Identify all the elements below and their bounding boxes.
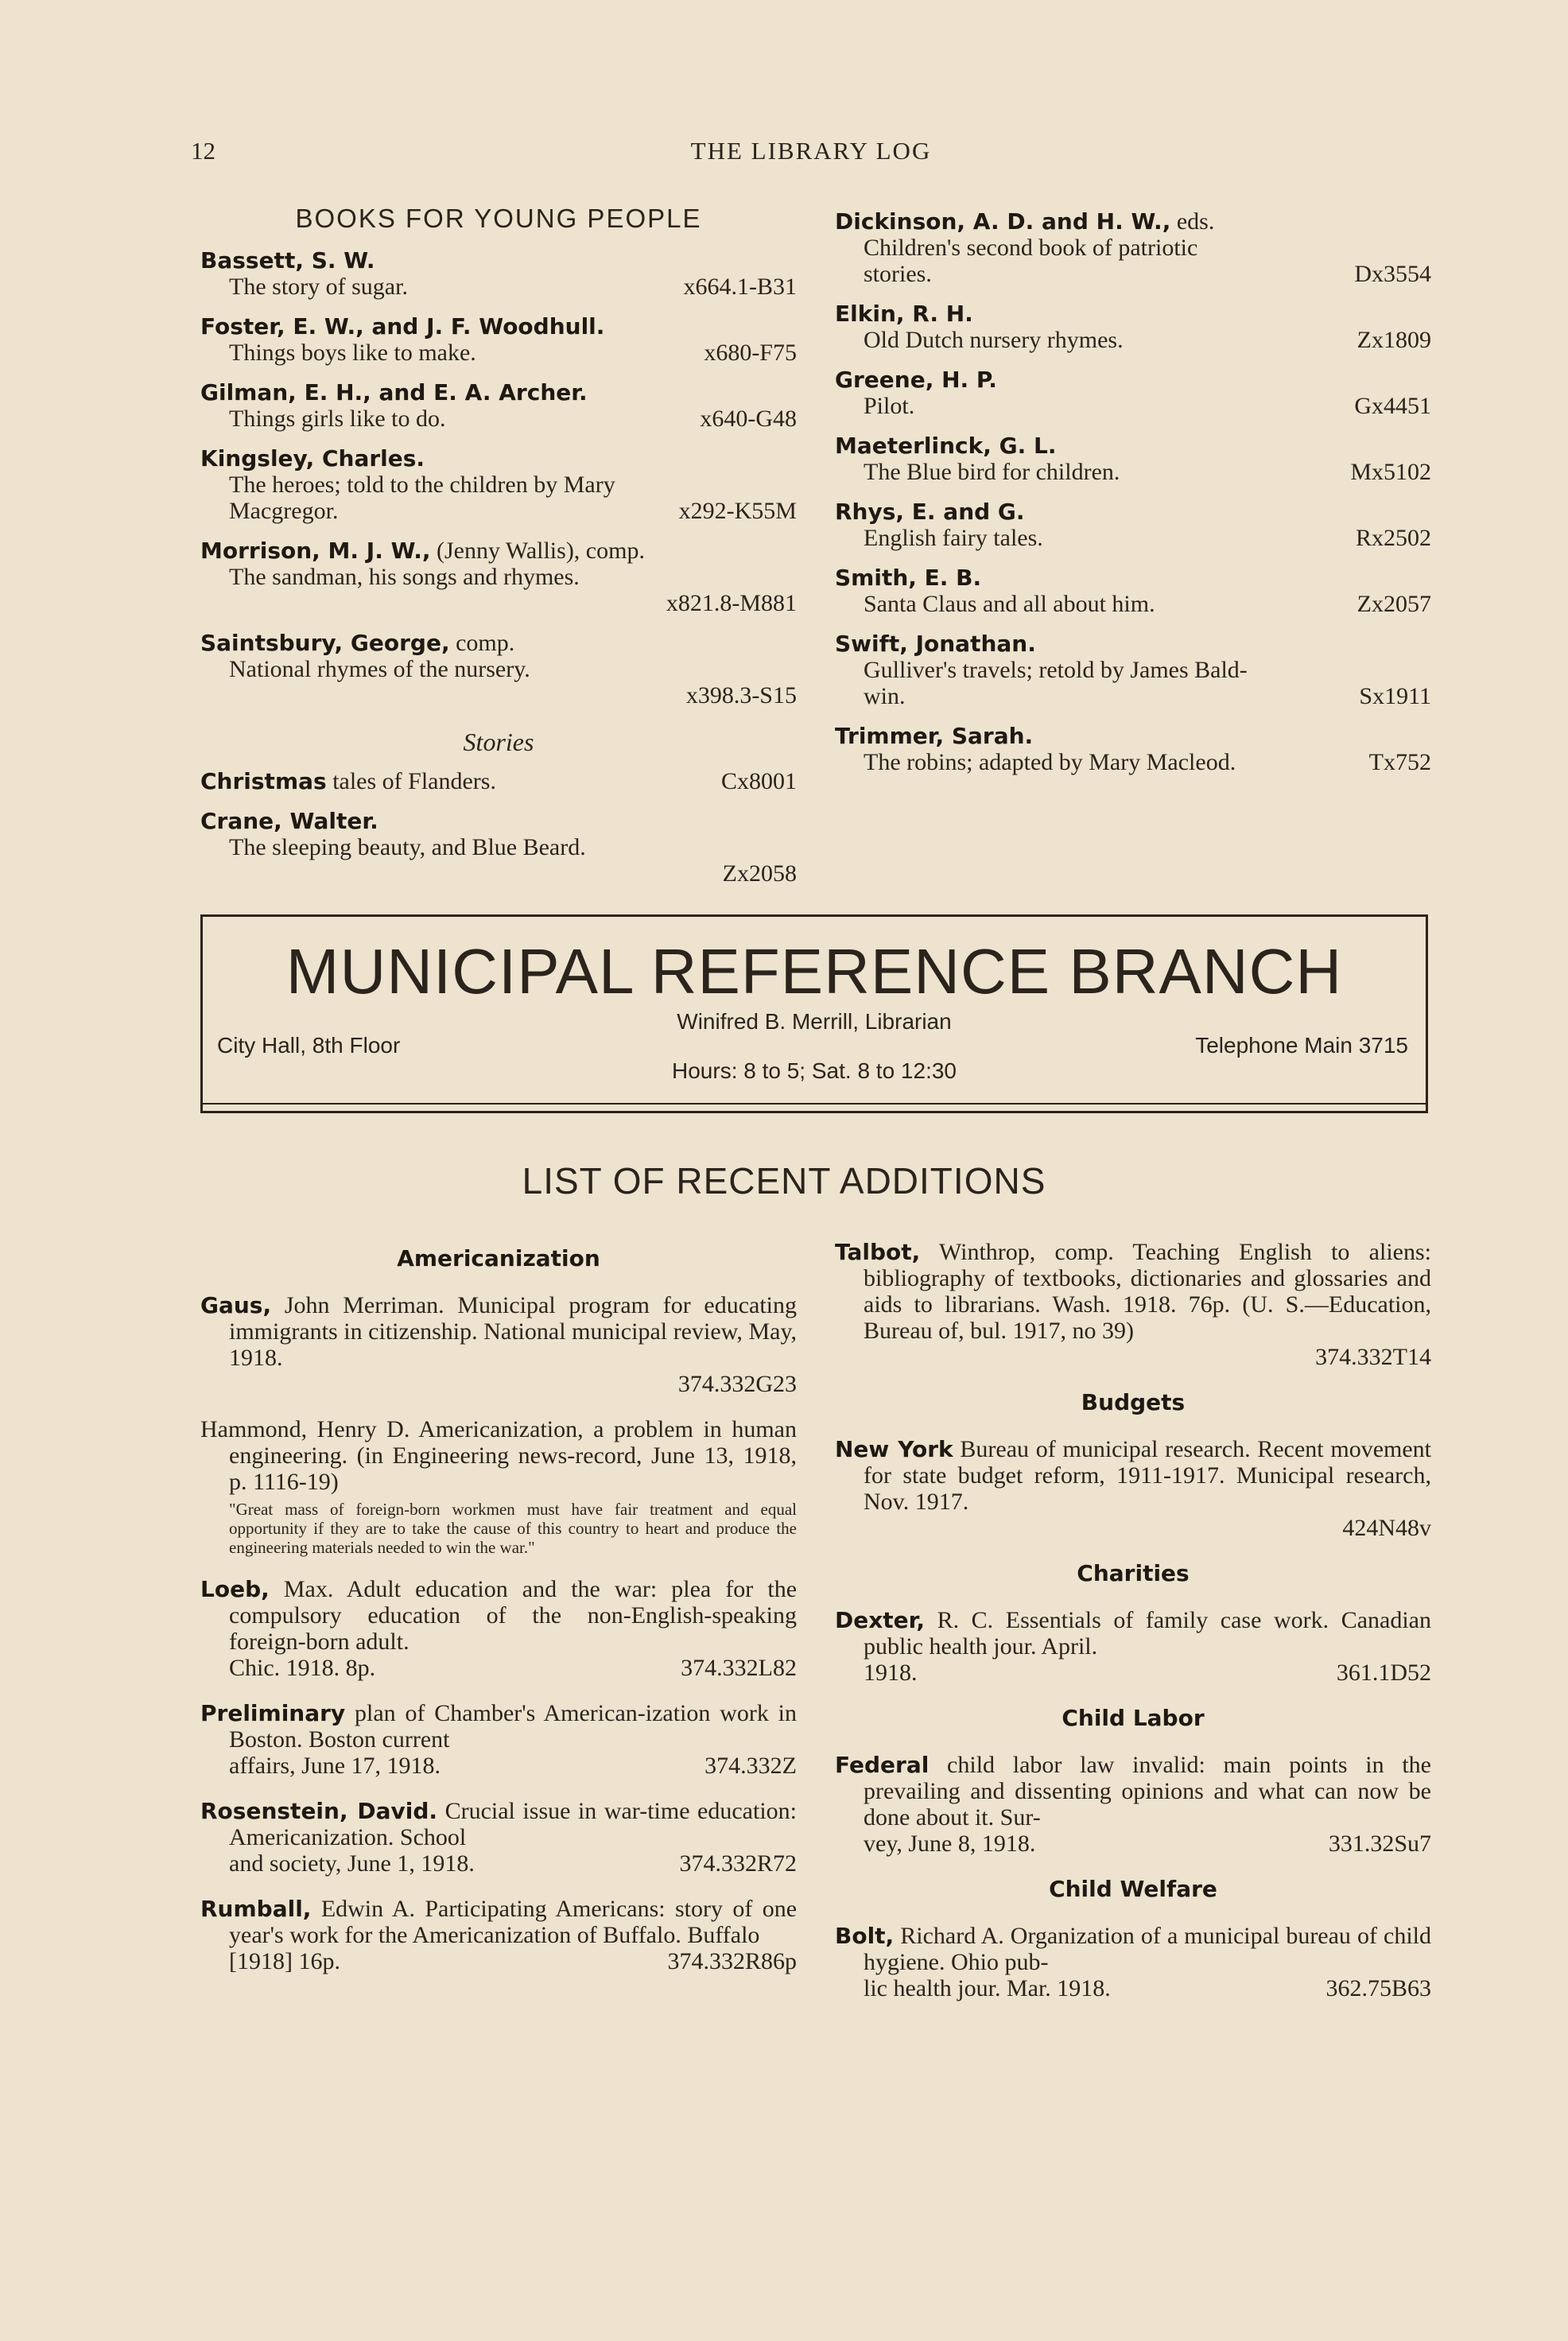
addition-entry	[835, 1752, 1431, 1857]
book-author: Saintsbury, George,	[200, 630, 450, 656]
book-author: Kingsley, Charles.	[200, 445, 425, 472]
book-title-line	[835, 749, 1431, 775]
call-number: Rx2502	[1355, 525, 1431, 551]
book-entry	[835, 565, 1431, 617]
addition-description: Crucial issue in war-time education: Americanization. School	[229, 1798, 797, 1850]
section-title: BOOKS FOR YOUNG PEOPLE	[295, 204, 702, 233]
book-author-note: (Jenny Wallis), comp.	[436, 538, 645, 564]
call-number: Cx8001	[720, 768, 797, 794]
call-number: Gx4451	[1354, 393, 1431, 419]
book-author-line	[835, 565, 1431, 591]
call-number: x821.8-M881	[666, 590, 797, 616]
call-number: 374.332L82	[681, 1655, 797, 1681]
book-entry	[200, 247, 797, 300]
book-entry	[200, 808, 797, 887]
publication-title: THE LIBRARY LOG	[690, 137, 932, 165]
book-title-line	[835, 261, 1431, 287]
call-number: Zx1809	[1356, 327, 1431, 353]
book-author: Trimmer, Sarah.	[835, 723, 1034, 749]
book-title-line	[835, 393, 1431, 419]
addition-entry	[835, 1923, 1431, 2001]
book-entry	[200, 768, 797, 794]
addition-final-line	[835, 1975, 1431, 2001]
book-title-line	[200, 656, 797, 682]
book-entry	[835, 631, 1431, 709]
book-title-line	[835, 683, 1431, 709]
book-author-line	[835, 208, 1431, 235]
book-author-note: comp.	[456, 630, 515, 656]
addition-description: Max. Adult education and the war: plea for the compulsory education of the non-English-speaking foreign-born adult.	[229, 1576, 798, 1655]
municipal-reference-branch-box	[200, 914, 1428, 1113]
book-entry	[835, 433, 1431, 485]
book-author-line	[200, 630, 797, 656]
book-entry	[200, 313, 797, 366]
book-author-line	[200, 247, 797, 274]
book-entry	[835, 208, 1431, 287]
addition-author: Dexter,	[835, 1607, 925, 1633]
addition-final-line	[200, 1753, 797, 1779]
book-title: The sandman, his songs and rhymes.	[229, 564, 580, 590]
call-number: 362.75B63	[1325, 1975, 1431, 2001]
call-number: 424N48v	[1342, 1515, 1431, 1541]
call-number: Sx1911	[1359, 683, 1431, 709]
addition-tail: lic health jour. Mar. 1918.	[864, 1975, 1111, 2001]
addition-entry	[200, 1896, 797, 1974]
addition-text-block	[200, 1700, 797, 1753]
book-author: Rhys, E. and G.	[835, 499, 1025, 525]
addition-text-block	[200, 1896, 797, 1948]
addition-tail: Chic. 1918. 8p.	[229, 1655, 376, 1681]
book-entry	[200, 379, 797, 432]
call-number: 361.1D52	[1336, 1660, 1431, 1686]
call-number: 374.332R86p	[667, 1948, 797, 1974]
addition-description: R. C. Essentials of family case work. Canadian public health jour. April.	[864, 1607, 1431, 1660]
box-inner-rule	[203, 1103, 1426, 1105]
additions-right-entries	[835, 1239, 1431, 2001]
addition-text-block	[200, 1292, 797, 1371]
book-title: The robins; adapted by Mary Macleod.	[864, 749, 1236, 775]
addition-final-line	[200, 1655, 797, 1681]
americanization-entries	[200, 1292, 797, 1974]
book-author-note: eds.	[1176, 208, 1215, 235]
page-number: 12	[191, 137, 215, 165]
addition-final-line	[200, 1948, 797, 1974]
addition-entry	[835, 1239, 1431, 1370]
book-title: stories.	[864, 261, 932, 287]
addition-entry	[200, 1798, 797, 1877]
call-number: x640-G48	[700, 406, 797, 432]
book-title-line	[200, 564, 797, 590]
addition-tail: and society, June 1, 1918.	[229, 1850, 475, 1877]
book-title: The sleeping beauty, and Blue Beard.	[229, 834, 586, 860]
book-entry	[835, 367, 1431, 419]
call-number: x292-K55M	[678, 498, 797, 524]
branch-title: MUNICIPAL REFERENCE BRANCH	[285, 936, 1343, 1007]
call-number: x398.3-S15	[685, 682, 797, 709]
addition-author: Rosenstein, David.	[200, 1798, 438, 1824]
call-number: x664.1-B31	[683, 274, 797, 300]
book-title: Children's second book of patriotic	[864, 235, 1198, 261]
book-title: Santa Claus and all about him.	[864, 591, 1155, 617]
book-title: Pilot.	[864, 393, 915, 419]
book-author-line	[835, 631, 1431, 657]
book-title: Gulliver's travels; retold by James Bald-	[864, 657, 1248, 683]
addition-final-line	[200, 1850, 797, 1877]
addition-author: Preliminary	[200, 1700, 346, 1726]
addition-text-block	[200, 1416, 797, 1495]
book-title: The story of sugar.	[229, 274, 408, 300]
book-author: Swift, Jonathan.	[835, 631, 1036, 657]
book-entry	[200, 630, 797, 709]
book-title: Macgregor.	[229, 498, 339, 524]
addition-text-block	[835, 1607, 1431, 1660]
branch-hours: Hours: 8 to 5; Sat. 8 to 12:30	[672, 1058, 957, 1083]
book-author-line	[835, 499, 1431, 525]
addition-entry	[835, 1436, 1431, 1541]
book-author-line	[200, 379, 797, 406]
addition-author: Federal	[835, 1752, 930, 1778]
book-author-note: tales of Flanders.	[332, 768, 496, 794]
category-heading: Budgets	[1081, 1389, 1186, 1415]
book-author: Gilman, E. H., and E. A. Archer.	[200, 379, 588, 406]
book-title-line	[200, 340, 797, 366]
book-title: Things girls like to do.	[229, 406, 446, 432]
call-number: Dx3554	[1354, 261, 1431, 287]
book-author-line	[835, 367, 1431, 393]
annotation-quote: "Great mass of foreign-born workmen must have fair treatment and equal opportunity if they are to take the cause of this country to heart and produce the engineering materials needed to win the war."	[229, 1500, 797, 1557]
book-title-line	[835, 459, 1431, 485]
call-number: Mx5102	[1350, 459, 1431, 485]
addition-final-line	[835, 1830, 1431, 1857]
young-people-book-list-continued	[835, 208, 1431, 775]
book-title-line	[835, 235, 1431, 261]
addition-description: plan of Chamber's American-ization work in Boston. Boston current	[229, 1700, 798, 1753]
call-number: Tx752	[1368, 749, 1431, 775]
addition-text-block	[835, 1752, 1431, 1830]
book-title: The Blue bird for children.	[864, 459, 1120, 485]
branch-location: City Hall, 8th Floor	[217, 1033, 401, 1058]
additions-right-column	[835, 1239, 1431, 2021]
book-author-line	[200, 808, 797, 834]
book-author-line	[835, 723, 1431, 749]
addition-tail: affairs, June 17, 1918.	[229, 1753, 441, 1779]
young-people-right-column	[835, 208, 1431, 789]
addition-tail: vey, June 8, 1918.	[864, 1830, 1036, 1857]
book-author-line	[200, 768, 797, 794]
addition-final-line	[835, 1660, 1431, 1686]
book-author: Greene, H. P.	[835, 367, 997, 393]
category-heading: Child Welfare	[1049, 1876, 1217, 1902]
book-title-line	[200, 472, 797, 498]
book-entry	[200, 538, 797, 616]
addition-text-block	[835, 1239, 1431, 1344]
book-author: Morrison, M. J. W.,	[200, 538, 431, 564]
branch-telephone: Telephone Main 3715	[1195, 1033, 1408, 1058]
book-author: Dickinson, A. D. and H. W.,	[835, 208, 1171, 235]
book-author: Maeterlinck, G. L.	[835, 433, 1057, 459]
book-title: Things boys like to make.	[229, 340, 476, 366]
category-heading: Charities	[1077, 1560, 1190, 1586]
book-entry	[835, 723, 1431, 775]
addition-author: Bolt,	[835, 1923, 895, 1949]
addition-text-block	[200, 1798, 797, 1850]
category-heading: Child Labor	[1062, 1705, 1205, 1731]
book-entry	[835, 499, 1431, 551]
addition-author: Rumball,	[200, 1896, 312, 1922]
addition-entry	[200, 1292, 797, 1397]
book-title-line	[200, 406, 797, 432]
stories-subheading: Stories	[463, 728, 534, 756]
call-number: 374.332G23	[677, 1371, 797, 1397]
book-author: Bassett, S. W.	[200, 247, 375, 274]
book-author-line	[835, 301, 1431, 327]
addition-description: Hammond, Henry D. Americanization, a problem in human engineering. (in Engineering news-record, June 13, 1918, p. 1116-19)	[200, 1416, 797, 1495]
book-title: win.	[864, 683, 906, 709]
recent-additions-title: LIST OF RECENT ADDITIONS	[522, 1160, 1046, 1202]
addition-entry	[835, 1607, 1431, 1686]
running-head	[191, 137, 1431, 172]
book-title-line	[200, 274, 797, 300]
book-author-line	[200, 313, 797, 340]
book-title-line	[200, 498, 797, 524]
call-number: 374.332R72	[679, 1850, 797, 1877]
book-author-group	[200, 768, 496, 794]
book-entry	[200, 445, 797, 524]
additions-left-column	[200, 1239, 797, 1994]
book-author-line	[835, 433, 1431, 459]
book-title-line	[200, 834, 797, 860]
book-title-line	[835, 327, 1431, 353]
call-number: Zx2057	[1356, 591, 1431, 617]
addition-author: New York	[835, 1436, 953, 1462]
call-number: 331.32Su7	[1328, 1830, 1431, 1857]
stories-book-list	[200, 768, 797, 887]
category-heading: Americanization	[397, 1245, 600, 1271]
young-people-book-list	[200, 247, 797, 709]
addition-description: John Merriman. Municipal program for educating immigrants in citizenship. National municipal review, May, 1918.	[229, 1292, 797, 1371]
addition-tail: [1918] 16p.	[229, 1948, 340, 1974]
call-number: 374.332Z	[704, 1753, 797, 1779]
addition-description: child labor law invalid: main points in the prevailing and dissenting opinions and what can now be done about it. Sur-	[864, 1752, 1431, 1830]
addition-text-block	[835, 1436, 1431, 1515]
book-author: Foster, E. W., and J. F. Woodhull.	[200, 313, 605, 340]
addition-description: Winthrop, comp. Teaching English to aliens: bibliography of textbooks, dictionaries and glossaries and aids to librarians. Wash. 1918. 76p. (U. S.—Education, Bureau of, bul. 1917, no 39)	[864, 1239, 1431, 1344]
addition-author: Loeb,	[200, 1576, 270, 1602]
book-entry	[835, 301, 1431, 353]
book-title-line	[835, 591, 1431, 617]
addition-tail: 1918.	[864, 1660, 918, 1686]
book-author: Smith, E. B.	[835, 565, 982, 591]
book-title-line	[835, 525, 1431, 551]
book-title: Old Dutch nursery rhymes.	[864, 327, 1124, 353]
book-title: English fairy tales.	[864, 525, 1043, 551]
addition-text-block	[200, 1576, 797, 1655]
addition-text-block	[835, 1923, 1431, 1975]
addition-author: Talbot,	[835, 1239, 921, 1265]
young-people-left-column	[200, 205, 797, 900]
addition-author: Gaus,	[200, 1292, 272, 1318]
branch-librarian: Winifred B. Merrill, Librarian	[677, 1009, 952, 1034]
addition-description: Bureau of municipal research. Recent movement for state budget reform, 1911-1917. Municipal research, Nov. 1917.	[864, 1436, 1431, 1515]
book-title-line	[835, 657, 1431, 683]
call-number: Zx2058	[722, 860, 797, 887]
call-number: 374.332T14	[1315, 1344, 1431, 1370]
book-author: Crane, Walter.	[200, 808, 378, 834]
addition-description: Richard A. Organization of a municipal bureau of child hygiene. Ohio pub-	[864, 1923, 1431, 1975]
book-author: Christmas	[200, 768, 327, 794]
book-title: The heroes; told to the children by Mary	[229, 472, 615, 498]
addition-entry	[200, 1700, 797, 1779]
call-number: x680-F75	[704, 340, 797, 366]
book-author-line	[200, 538, 797, 564]
addition-description: Edwin A. Participating Americans: story of one year's work for the Americanization of Buffalo. Buffalo	[229, 1896, 798, 1948]
book-author: Elkin, R. H.	[835, 301, 973, 327]
book-author-line	[200, 445, 797, 472]
addition-entry	[200, 1576, 797, 1681]
addition-entry	[200, 1416, 797, 1557]
book-title: National rhymes of the nursery.	[229, 656, 530, 682]
